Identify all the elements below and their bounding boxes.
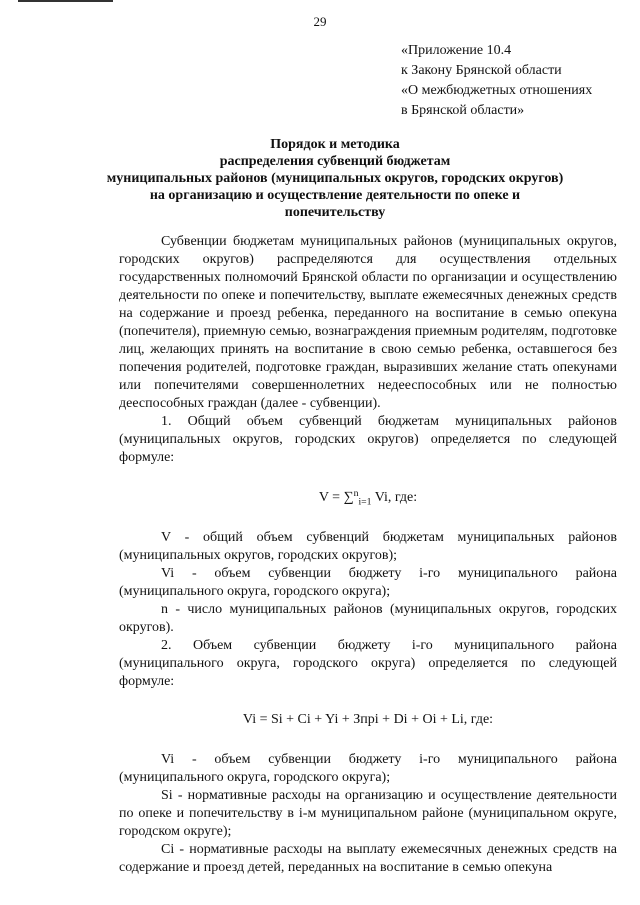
formula-total-left: V =	[318, 489, 344, 505]
paragraph-2: 2. Объем субвенции бюджету i-го муниципального района (муниципального округа, городского округа) определяется по следующей формуле:	[119, 638, 617, 690]
definition-Vi-2: Vi - объем субвенции бюджету i-го муниципального района (муниципального округа, городского округа);	[119, 752, 617, 786]
formula-subvention: Vi = Si + Ci + Yi + Зпрi + Di + Oi + Li, где:	[242, 712, 494, 728]
title-line-1: Порядок и методика	[270, 137, 400, 152]
appendix-line-1: «Приложение 10.4	[401, 43, 512, 58]
formula-total	[119, 485, 617, 511]
definition-Vi: Vi - объем субвенции бюджету i-го муниципального района (муниципального округа, городского округа);	[119, 566, 617, 600]
title-line-4: на организацию и осуществление деятельности по опеке и	[149, 188, 521, 203]
sum-symbol: ∑	[343, 489, 354, 505]
definition-Ci: Ci - нормативные расходы на выплату ежемесячных денежных средств на содержание и проезд детей, переданных на воспитание в семью опекуна	[119, 842, 617, 876]
page-number: 29	[313, 14, 327, 29]
appendix-note	[401, 41, 592, 121]
title-line-3: муниципальных районов (муниципальных округов, городских округов)	[106, 171, 564, 186]
definition-Si: Si - нормативные расходы на организацию и осуществление деятельности по опеке и попечительству в i-м муниципальном районе (муниципальном округе, городском округе);	[119, 788, 617, 840]
appendix-line-4: в Брянской области»	[401, 103, 525, 118]
sum-lower-limit: i=1	[358, 496, 372, 508]
definition-n: n - число муниципальных районов (муниципальных округов, городских округов).	[119, 602, 617, 636]
document-body	[119, 233, 617, 877]
document-title	[90, 136, 580, 221]
paragraph-1: 1. Общий объем субвенций бюджетам муниципальных районов (муниципальных округов, городских округов) определяется по следующей формуле:	[119, 414, 617, 465]
appendix-line-2: к Закону Брянской области	[401, 63, 562, 78]
intro-paragraph: Субвенции бюджетам муниципальных районов (муниципальных округов, городских округов) распределяются для осуществления отдельных государственных полномочий Брянской области по организации и осуществлению деятельности по опеке и попечительству, выплате ежемесячных денежных средств на содержание и проезд ребенка, переданного на воспитание в семью опекуна (попечителя), приемную семью, вознаграждения приемным родителям, подготовке лиц, желающих принять на воспитание в свою семью ребенка, оставшегося без попечения родителей, подготовке граждан, выразивших желание стать опекунами или попечителями совершеннолетних недееспособных или не полностью дееспособных граждан (далее - субвенции).	[119, 234, 617, 411]
definition-V: V - общий объем субвенций бюджетам муниципальных районов (муниципальных округов, городских округов);	[119, 530, 617, 564]
title-line-5: попечительству	[284, 205, 386, 220]
title-line-2: распределения субвенций бюджетам	[219, 154, 451, 169]
top-rule	[18, 0, 113, 2]
formula-total-right: Vi, где:	[371, 489, 418, 505]
sum-upper-limit: n	[353, 488, 359, 499]
appendix-line-3: «О межбюджетных отношениях	[401, 83, 593, 98]
